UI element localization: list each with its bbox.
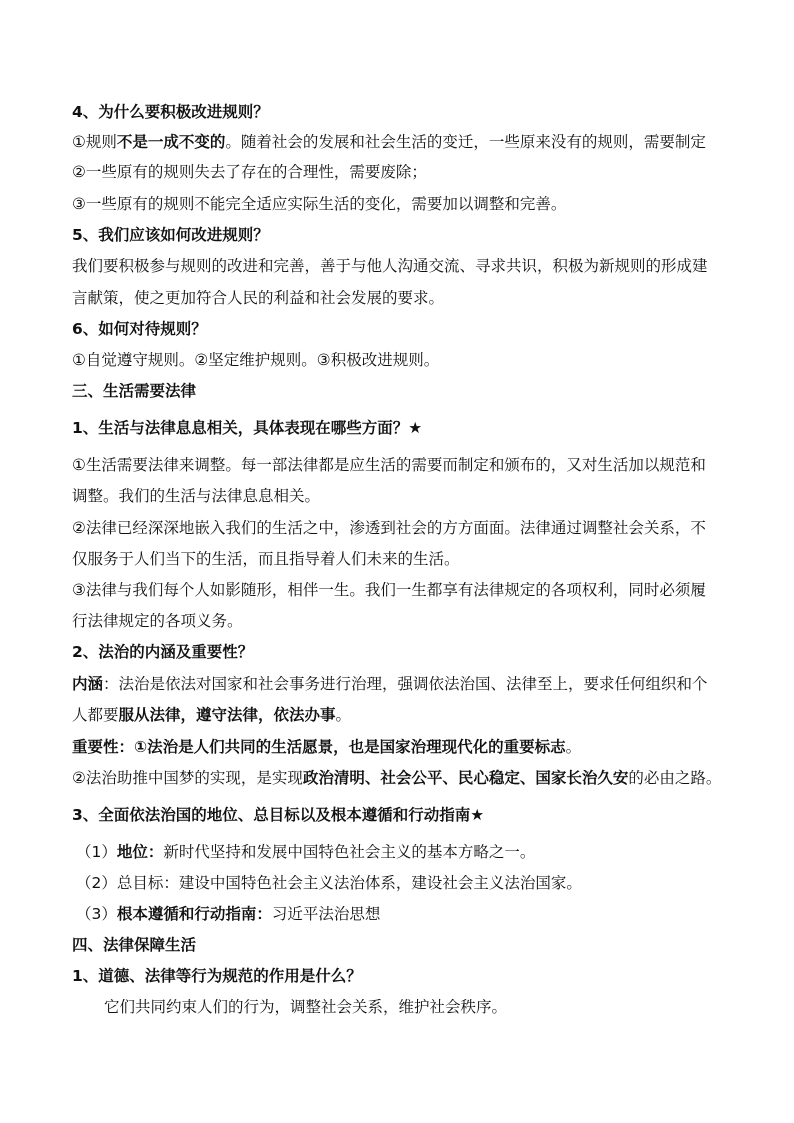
s3-q1-title: 1、生活与法律息息相关，具体表现在哪些方面？★ bbox=[72, 419, 423, 437]
q4-p1-emphasis: 不是一成不变的 bbox=[116, 133, 226, 151]
section-4-title: 四、法律保障生活 bbox=[72, 936, 197, 954]
q6-title: 6、如何对待规则？ bbox=[72, 320, 207, 338]
s3-q3-l3-text: 习近平法治思想 bbox=[271, 905, 381, 923]
s3-q2-l2-end: 。 bbox=[335, 706, 352, 724]
s3-q3-line-3 bbox=[76, 903, 736, 925]
q5-line-1: 我们要积极参与规则的改进和完善，善于与他人沟通交流、寻求共识，积极为新规则的形成建 bbox=[72, 257, 708, 275]
s3-q3-l3-label: 根本遵循和行动指南： bbox=[116, 905, 272, 923]
s4-q1-line-1: 它们共同约束人们的行为，调整社会关系，维护社会秩序。 bbox=[104, 998, 508, 1016]
s3-q2-line-2 bbox=[72, 704, 732, 726]
q4-point-1 bbox=[72, 131, 732, 153]
s3-q3-line-2: （2）总目标：建设中国特色社会主义法治体系，建设社会主义法治国家。 bbox=[76, 874, 582, 892]
s3-q2-line-1 bbox=[72, 673, 732, 695]
s3-q1-line-3: ②法律已经深深地嵌入我们的生活之中，渗透到社会的方方面面。法律通过调整社会关系，不 bbox=[72, 519, 706, 537]
s3-q3-line-1 bbox=[76, 841, 736, 863]
q4-p1-start: ①规则 bbox=[72, 133, 117, 151]
importance-label: 重要性： bbox=[72, 738, 135, 756]
s3-q2-l2-emphasis: 服从法律，遵守法律，依法办事 bbox=[118, 706, 336, 724]
q6-line-1: ①自觉遵守规则。②坚定维护规则。③积极改进规则。 bbox=[72, 351, 440, 369]
s3-q2-line-3 bbox=[72, 736, 732, 758]
importance-end: 。 bbox=[565, 738, 582, 756]
q4-p1-rest: 。随着社会的发展和社会生活的变迁，一些原来没有的规则，需要制定 bbox=[225, 133, 706, 151]
s3-q3-l1-num: （1） bbox=[76, 843, 117, 861]
s3-q1-line-1: ①生活需要法律来调整。每一部法律都是应生活的需要而制定和颁布的，又对生活加以规范和 bbox=[72, 456, 706, 474]
section-3-title: 三、生活需要法律 bbox=[72, 382, 197, 400]
s3-q3-l1-label: 地位： bbox=[116, 843, 164, 861]
s3-q2-l4-start: ②法治助推中国梦的实现，是实现 bbox=[72, 769, 303, 787]
s4-q1-title: 1、道德、法律等行为规范的作用是什么？ bbox=[72, 967, 362, 985]
s3-q3-l3-num: （3） bbox=[76, 905, 117, 923]
s3-q1-line-6: 行法律规定的各项义务。 bbox=[72, 612, 243, 630]
s3-q1-line-5: ③法律与我们每个人如影随形，相伴一生。我们一生都享有法律规定的各项权利，同时必须履 bbox=[72, 581, 706, 599]
q4-point-2: ②一些原有的规则失去了存在的合理性，需要废除； bbox=[72, 163, 427, 181]
q4-title: 4、为什么要积极改进规则？ bbox=[72, 103, 269, 121]
q4-point-3: ③一些原有的规则不能完全适应实际生活的变化，需要加以调整和完善。 bbox=[72, 195, 567, 213]
s3-q2-l4-end: 的必由之路。 bbox=[628, 769, 722, 787]
s3-q2-l4-emphasis: 政治清明、社会公平、民心稳定、国家长治久安 bbox=[302, 769, 629, 787]
s3-q2-line-4 bbox=[72, 767, 732, 789]
s3-q3-l1-text: 新时代坚持和发展中国特色社会主义的基本方略之一。 bbox=[163, 843, 536, 861]
s3-q2-title: 2、法治的内涵及重要性？ bbox=[72, 643, 254, 661]
s3-q2-l2-start: 人都要 bbox=[72, 706, 119, 724]
s3-q3-title: 3、全面依法治国的地位、总目标以及根本遵循和行动指南★ bbox=[72, 806, 485, 824]
neihan-text: ：法治是依法对国家和社会事务进行治理，强调依法治国、法律至上，要求任何组织和个 bbox=[103, 675, 708, 693]
q5-title: 5、我们应该如何改进规则？ bbox=[72, 226, 269, 244]
s3-q1-line-4: 仅服务于人们当下的生活，而且指导着人们未来的生活。 bbox=[72, 550, 460, 568]
neihan-label: 内涵 bbox=[72, 675, 104, 693]
s3-q1-line-2: 调整。我们的生活与法律息息相关。 bbox=[72, 487, 321, 505]
q5-line-2: 言献策，使之更加符合人民的利益和社会发展的要求。 bbox=[72, 289, 445, 307]
importance-text: ①法治是人们共同的生活愿景，也是国家治理现代化的重要标志 bbox=[134, 738, 566, 756]
